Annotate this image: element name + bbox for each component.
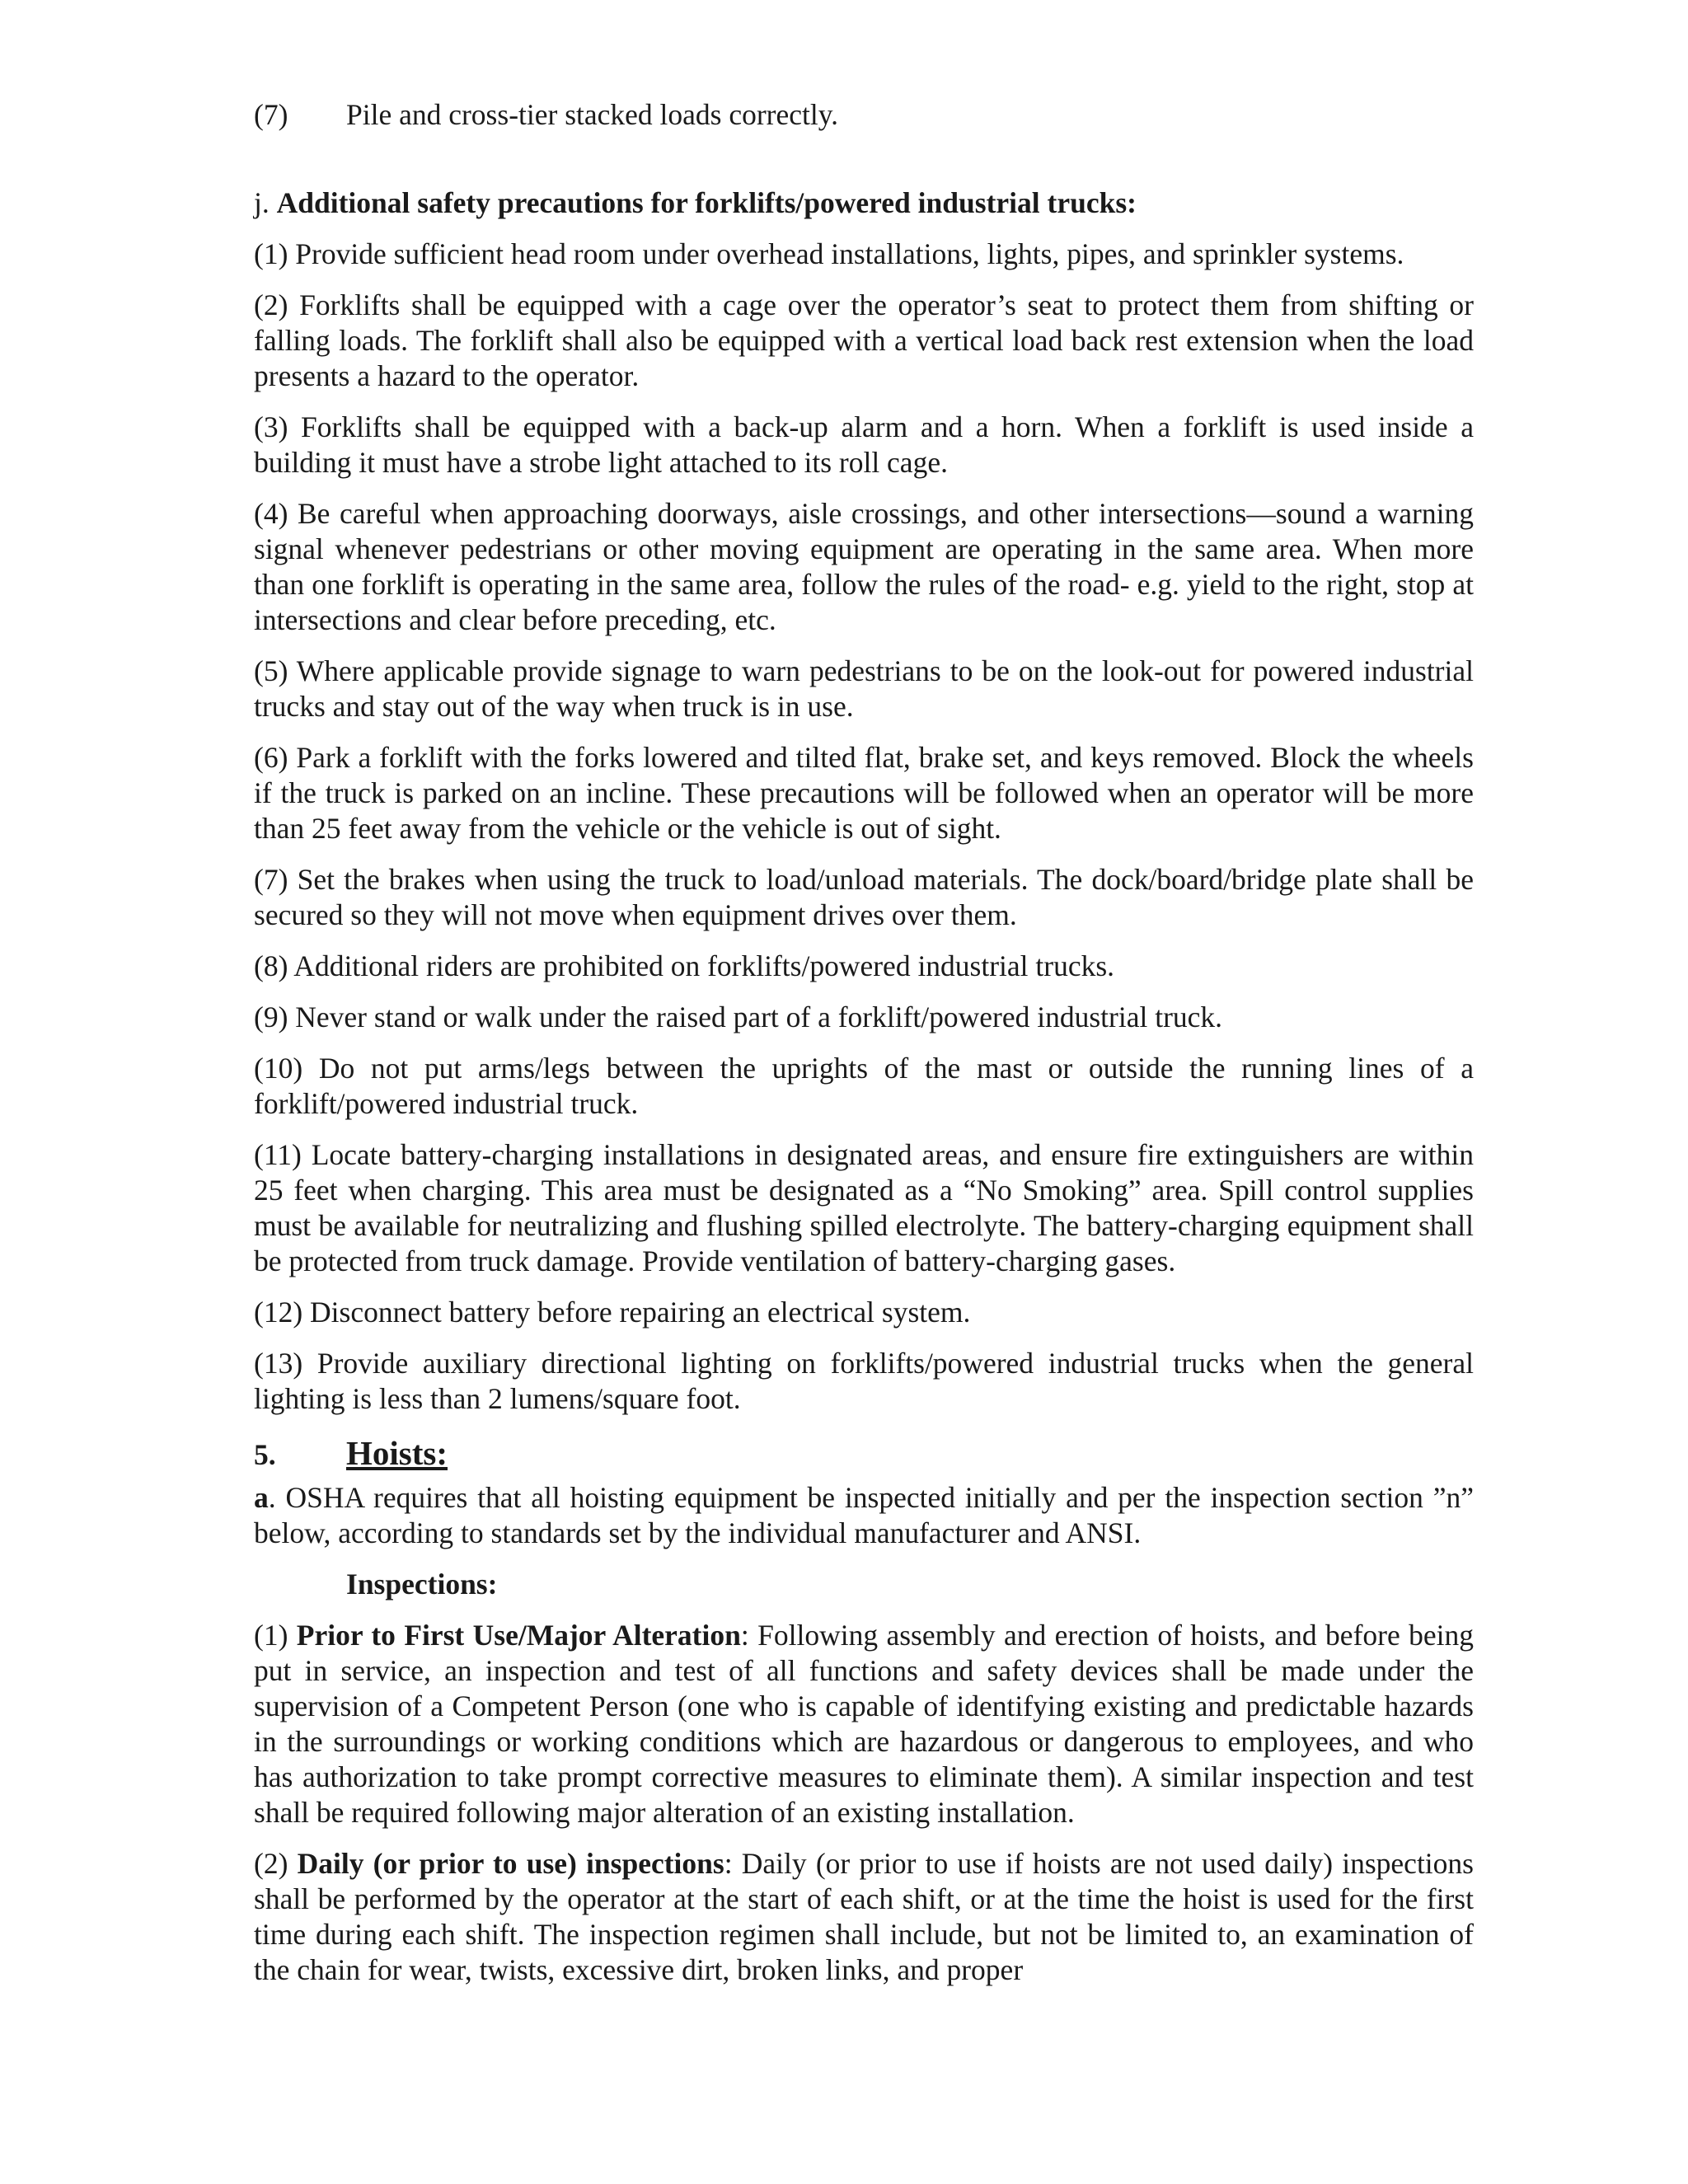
item-number: (7) (254, 98, 288, 131)
list-item: (12) Disconnect battery before repairing an electrical system. (254, 1296, 971, 1329)
list-item: (8) Additional riders are prohibited on forklifts/powered industrial trucks. (254, 949, 1115, 982)
list-item: (9) Never stand or walk under the raised part of a forklift/powered industrial truck. (254, 1001, 1223, 1033)
paragraph-a-text: . OSHA requires that all hoisting equipment be inspected initially and per the inspection section ”n” below, according to standards set by the individual manufacturer and ANSI. (254, 1481, 1474, 1549)
list-item: (2) Forklifts shall be equipped with a cage over the operator’s seat to protect them from shifting or falling loads. The forklift shall also be equipped with a vertical load back rest extension when the load presents a hazard to the operator. (254, 288, 1474, 392)
list-item: (6) Park a forklift with the forks lowered and tilted flat, brake set, and keys removed. Block the wheels if the truck is parked on an incline. These precautions will be followed when an operator will be more than 25 feet away from the vehicle or the vehicle is out of sight. (254, 741, 1474, 845)
inspection-item-title: Prior to First Use/Major Alteration (296, 1619, 741, 1652)
inspection-item-number: (1) (254, 1619, 297, 1652)
list-item: (10) Do not put arms/legs between the uprights of the mast or outside the running lines of a forklift/powered industrial truck. (254, 1052, 1474, 1120)
section-j-heading (254, 185, 1474, 221)
section-j-prefix: j. (254, 186, 277, 219)
inspection-item-2 (254, 1846, 1474, 1988)
section-title: Hoists: (346, 1434, 448, 1472)
list-item: (4) Be careful when approaching doorways, aisle crossings, and other intersections—sound a warning signal whenever pedestrians or other moving equipment are operating in the same area. When more than one forklift is operating in the same area, follow the rules of the road- e.g. yield to the right, stop at intersections and clear before preceding, etc. (254, 497, 1474, 636)
section-j-title: Additional safety precautions for forklifts/powered industrial trucks: (276, 186, 1137, 219)
list-item: (3) Forklifts shall be equipped with a back-up alarm and a horn. When a forklift is used inside a building it must have a strobe light attached to its roll cage. (254, 410, 1474, 479)
paragraph-a-label: a (254, 1481, 269, 1514)
item-text: Pile and cross-tier stacked loads correctly. (346, 98, 839, 131)
section-number: 5. (254, 1438, 276, 1471)
section-5-heading (254, 1432, 1474, 1475)
list-item: (11) Locate battery-charging installations in designated areas, and ensure fire extinguishers are within 25 feet when charging. This area must be designated as a “No Smoking” area. Spill control supplies must be available for neutralizing and flushing spilled electrolyte. The battery-charging equipment shall be protected from truck damage. Provide ventilation of battery-charging gases. (254, 1138, 1474, 1277)
list-item: (5) Where applicable provide signage to warn pedestrians to be on the look-out for powered industrial trucks and stay out of the way when truck is in use. (254, 654, 1474, 723)
inspection-item-1 (254, 1618, 1474, 1830)
inspection-item-number: (2) (254, 1847, 298, 1880)
list-item: (1) Provide sufficient head room under overhead installations, lights, pipes, and sprinkler systems. (254, 237, 1404, 270)
inspection-item-text: : Daily (or prior to use if hoists are not used daily) inspections shall be performed by the operator at the start of each shift, or at the time the hoist is used for the first time during each shift. The inspection regimen shall include, but not be limited to, an examination of the chain for wear, twists, excessive dirt, broken links, and proper (254, 1847, 1474, 1986)
list-item-prev (254, 97, 1474, 133)
inspections-heading: Inspections: (346, 1568, 498, 1601)
document-page (254, 97, 1474, 1988)
paragraph-a (254, 1480, 1474, 1551)
list-item: (7) Set the brakes when using the truck to load/unload materials. The dock/board/bridge plate shall be secured so they will not move when equipment drives over them. (254, 863, 1474, 931)
inspection-item-text: : Following assembly and erection of hoists, and before being put in service, an inspection and test of all functions and safety devices shall be made under the supervision of a Competent Person (one who is capable of identifying existing and predictable hazards in the surroundings or working conditions which are hazardous or dangerous to employees, and who has authorization to take prompt corrective measures to eliminate them). A similar inspection and test shall be required following major alteration of an existing installation. (254, 1619, 1474, 1829)
inspection-item-title: Daily (or prior to use) inspections (297, 1847, 724, 1880)
list-item: (13) Provide auxiliary directional lighting on forklifts/powered industrial trucks when the general lighting is less than 2 lumens/square foot. (254, 1347, 1474, 1415)
